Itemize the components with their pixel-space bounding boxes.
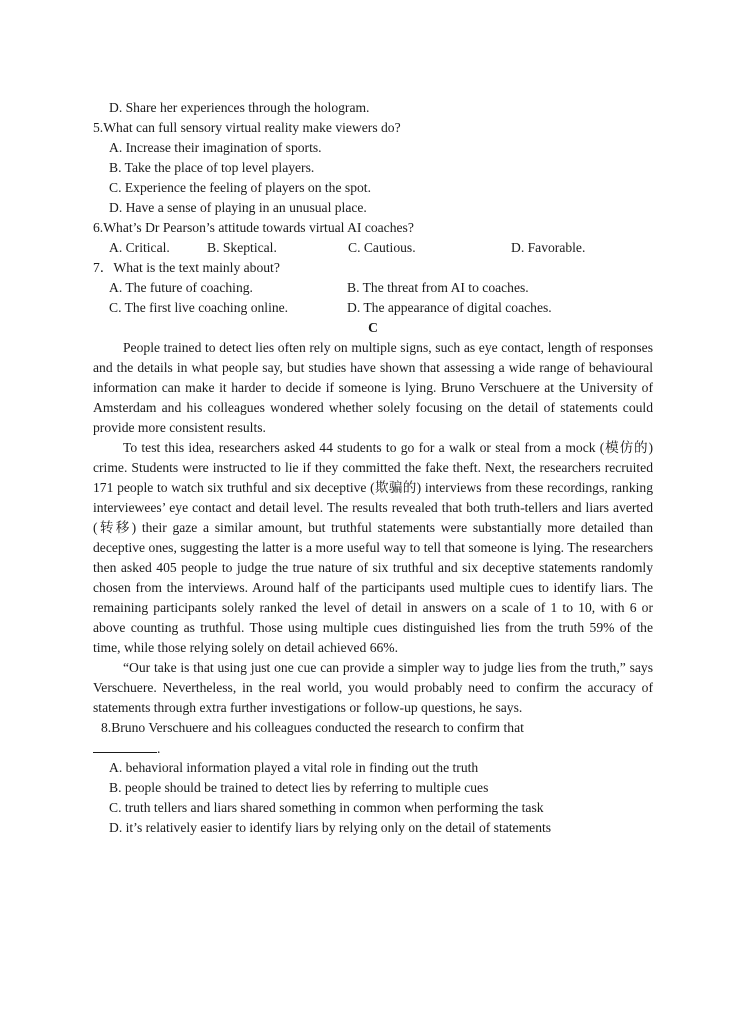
q6-options bbox=[93, 238, 653, 258]
q8-option-d: D. it’s relatively easier to identify liars by relying only on the detail of statements bbox=[109, 820, 552, 835]
page-content bbox=[93, 98, 653, 838]
q7-options-row2 bbox=[93, 298, 653, 318]
q6-option-b: B. Skeptical. bbox=[207, 240, 277, 255]
q8-stem-end: . bbox=[157, 741, 161, 756]
section-c-heading: C bbox=[368, 320, 378, 335]
q6-option-a: A. Critical. bbox=[109, 240, 170, 255]
q5-option-b: B. Take the place of top level players. bbox=[109, 160, 315, 175]
q4-option-d: D. Share her experiences through the hologram. bbox=[109, 100, 370, 115]
q5-option-d: D. Have a sense of playing in an unusual place. bbox=[109, 200, 367, 215]
q5-option-a: A. Increase their imagination of sports. bbox=[109, 140, 322, 155]
q7-option-c: C. The first live coaching online. bbox=[109, 300, 289, 315]
q5-stem: 5.What can full sensory virtual reality make viewers do? bbox=[93, 120, 401, 135]
q7-stem: 7．What is the text mainly about? bbox=[93, 260, 280, 275]
q8-option-b: B. people should be trained to detect lies by referring to multiple cues bbox=[109, 780, 489, 795]
q8-stem: 8.Bruno Verschuere and his colleagues conducted the research to confirm that bbox=[101, 720, 524, 735]
q8-option-c: C. truth tellers and liars shared something in common when performing the task bbox=[109, 800, 544, 815]
q6-option-c: C. Cautious. bbox=[348, 240, 416, 255]
passage-paragraph-2: To test this idea, researchers asked 44 students to go for a walk or steal from a mock (模仿的) crime. Students were instructed to lie if they committed the fake theft. Next, the researchers recruited 171 people to watch six truthful and six deceptive (欺骗的) interviews from these recordings, ranking interviewees’ eye contact and detail level. The results revealed that both truth-tellers and liars averted (转移) their gaze a similar amount, but truthful statements were substantially more detailed than deceptive ones, suggesting the latter is a more useful way to tell that someone is lying. The researchers then asked 405 people to judge the true nature of six truthful and six deceptive statements randomly chosen from the interviews. Around half of the participants used multiple cues to identify liars. The remaining participants solely ranked the level of detail in answers on a scale of 1 to 10, with 6 or above counting as truthful. Those using multiple cues distinguished lies from the truth 59% of the time, while those relying solely on detail achieved 66%. bbox=[93, 440, 653, 655]
passage-paragraph-1: People trained to detect lies often rely on multiple signs, such as eye contact, length of responses and the details in what people say, but studies have shown that assessing a wide range of behavioural information can make it harder to decide if someone is lying. Bruno Verschuere at the University of Amsterdam and his colleagues wondered whether solely focusing on the detail of statements could provide more consistent results. bbox=[93, 340, 653, 435]
answer-blank[interactable] bbox=[93, 738, 157, 753]
passage-paragraph-3: “Our take is that using just one cue can provide a simpler way to judge lies from the truth,” says Verschuere. Nevertheless, in the real world, you would probably need to confirm the accuracy of statements through extra further investigations or follow-up questions, he says. bbox=[93, 660, 653, 715]
q6-option-d: D. Favorable. bbox=[511, 240, 586, 255]
q7-options-row1 bbox=[93, 278, 653, 298]
q7-option-a: A. The future of coaching. bbox=[109, 280, 253, 295]
q5-option-c: C. Experience the feeling of players on the spot. bbox=[109, 180, 371, 195]
q8-option-a: A. behavioral information played a vital role in finding out the truth bbox=[109, 760, 479, 775]
q7-option-d: D. The appearance of digital coaches. bbox=[347, 300, 552, 315]
q6-stem: 6.What’s Dr Pearson’s attitude towards virtual AI coaches? bbox=[93, 220, 414, 235]
q8-answer-blank-line bbox=[93, 738, 653, 758]
q7-option-b: B. The threat from AI to coaches. bbox=[347, 280, 529, 295]
